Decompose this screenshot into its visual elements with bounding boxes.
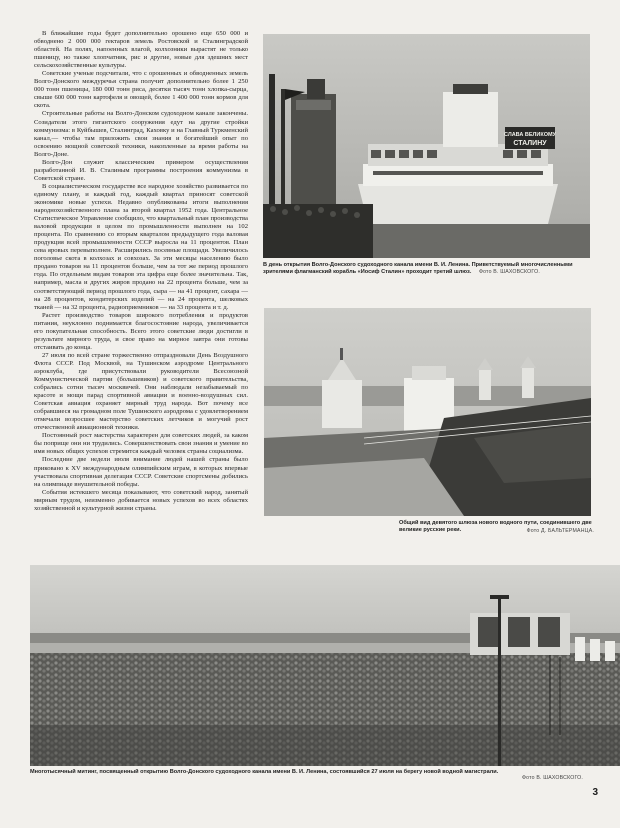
article-paragraph: В ближайшие годы будет дополнительно орошено еще 650 000 и обводнено 2 000 000 гектаров земель Ростовской и Сталинградской областей. На полях, напоенных влагой, колхозники вырастят не только пшеницу, но также хлопчатник, рис и другие, новые для здешних мест сельскохозяйственные культуры. xyxy=(34,30,248,70)
article-paragraph: Постоянный рост мастерства характерен для советских людей, за каком бы поприще они ни трудились. Совершенствовать свои знания и умение во имя новых общих успехов стремится каждый человек страны социализма. xyxy=(34,432,248,456)
lock-photo xyxy=(264,308,591,516)
lock-caption-text: Общий вид девятого шлюза нового водного пути, соединившего две великие русские реки. xyxy=(399,520,592,533)
article-paragraph: События истекшего месяца показывают, что советский народ, занятый мирным трудом, неизменно добивается новых успехов во всех областях хозяйственной и культурной жизни страны. xyxy=(34,488,248,512)
article-paragraph: В социалистическом государстве все народное хозяйство развивается по единому плану, и каждый год, каждый квартал приносят советской экономике новые успехи. Недавно опубликованы итоги выполнения народнохозяйственного плана за второй квартал 1952 года. Центральное Статистическое Управление сообщило, что квартальный план производства валовой продукции в целом по промышленности выполнен на 102 процента. По сравнению со вторым кварталом предыдущего года валовая продукция всей промышленности СССР выросла на 11 процентов. План сева яровых перевыполнен. Расширились посевные площади. Увеличилось поголовье скота в колхозах и совхозах. За эти месяцы населению было продано товаров на 11 процентов больше, чем за тот же период прошлого года. По отдельным видам товаров эта цифра еще более значительна. Так, например, масла и других жиров продано на 22 процента больше, чем за соответствующий период прошлого года, сыра — на 41 процент, сахара — на 28 процентов, кондитерских изделий — на 24 процента, шелковых тканей — на 32 процента, радиоприемников — на 33 процента и т. д. xyxy=(34,182,248,311)
article-paragraph: Советские ученые подсчитали, что с орошенных и обводненных земель Волго-Донского междуречья страна получит дополнительно более 1 250 000 тонн пшеницы, 180 000 тонн риса, десятки тысяч тонн хлопка-сырца, свыше 600 000 тонн картофеля и овощей, более 1 400 000 тонн кормов для скота. xyxy=(34,70,248,110)
rally-photo xyxy=(30,565,620,766)
ship-photo-credit: Фото В. ШАХОВСКОГО. xyxy=(478,269,541,275)
article-text xyxy=(34,30,248,550)
article-paragraph: 27 июля по всей стране торжественно отпраздновали День Воздушного Флота СССР. Под Москвой, на Тушинском аэродроме Центрального аэроклуба, где присутствовали руководители Всесоюзной Коммунистической партии (большевиков) и советского правительства, собрались сотни тысяч москвичей. Они наблюдали незабываемый по красоте и мощи парад спортивной авиации и военно-воздушных сил. Советская авиация охраняет мирный труд народа. Вот почему все собравшиеся на громадном поле Тушинского аэродрома с удовлетворением отмечали возросшее мастерство советских летчиков и могучий рост отечественной авиационной техники. xyxy=(34,351,248,432)
article-paragraph: Волго-Дон служит классическим примером осуществления разработанной И. В. Сталиным программы построения коммунизма в Советской стране. xyxy=(34,158,248,182)
ship-photo xyxy=(263,34,590,258)
ship-caption-text: В день открытия Волго-Донского судоходного канала имени В. И. Ленина. Приветствуемый многочисленными зрителями флагманский корабль «Иосиф Сталин» проходит третий шлюз. xyxy=(263,262,573,275)
rally-caption-text: Многотысячный митинг, посвященный открытию Волго-Донского судоходного канала имени В. И. Ленина, состоявшийся 27 июля на берегу новой водной магистрали. xyxy=(30,769,499,775)
rally-photo-credit: Фото В. ШАХОВСКОГО. xyxy=(522,775,584,781)
article-paragraph: Последние две недели июля внимание людей нашей страны было приковано к XV международным олимпийским играм, в которых впервые участвовала спортивная делегация СССР. Советские спортсмены добились на олимпиаде внушительной победы. xyxy=(34,456,248,488)
rally-photo-caption xyxy=(30,769,500,776)
article-paragraph: Растет производство товаров широкого потребления и продуктов питания, неуклонно поднимается благосостояние народа, увеличивается его покупательная способность. Всего этого советские люди достигли в результате мирного труда, и свое право на мирное завтра они готовы отстаивать до конца. xyxy=(34,311,248,351)
page-number: 3 xyxy=(592,787,598,798)
lock-photo-caption xyxy=(399,520,594,535)
ship-photo-caption xyxy=(263,262,593,276)
ship-sign-line2: СТАЛИНУ xyxy=(513,140,547,147)
lock-photo-credit: Фото Д. БАЛЬТЕРМАНЦА. xyxy=(526,528,594,534)
ship-sign-line1: СЛАВА ВЕЛИКОМУ xyxy=(504,132,556,138)
article-paragraph: Строительные работы на Волго-Донском судоходном канале закончены. Созидатели этого гигантского сооружения едут на другие стройки коммунизма: в Куйбышев, Сталинград, Каховку и на Главный Туркменский канал,— чтобы там приложить свои знания и богатейший опыт по освоению мощной советской техники, накопленные за время работы на Волго-Доне. xyxy=(34,110,248,158)
